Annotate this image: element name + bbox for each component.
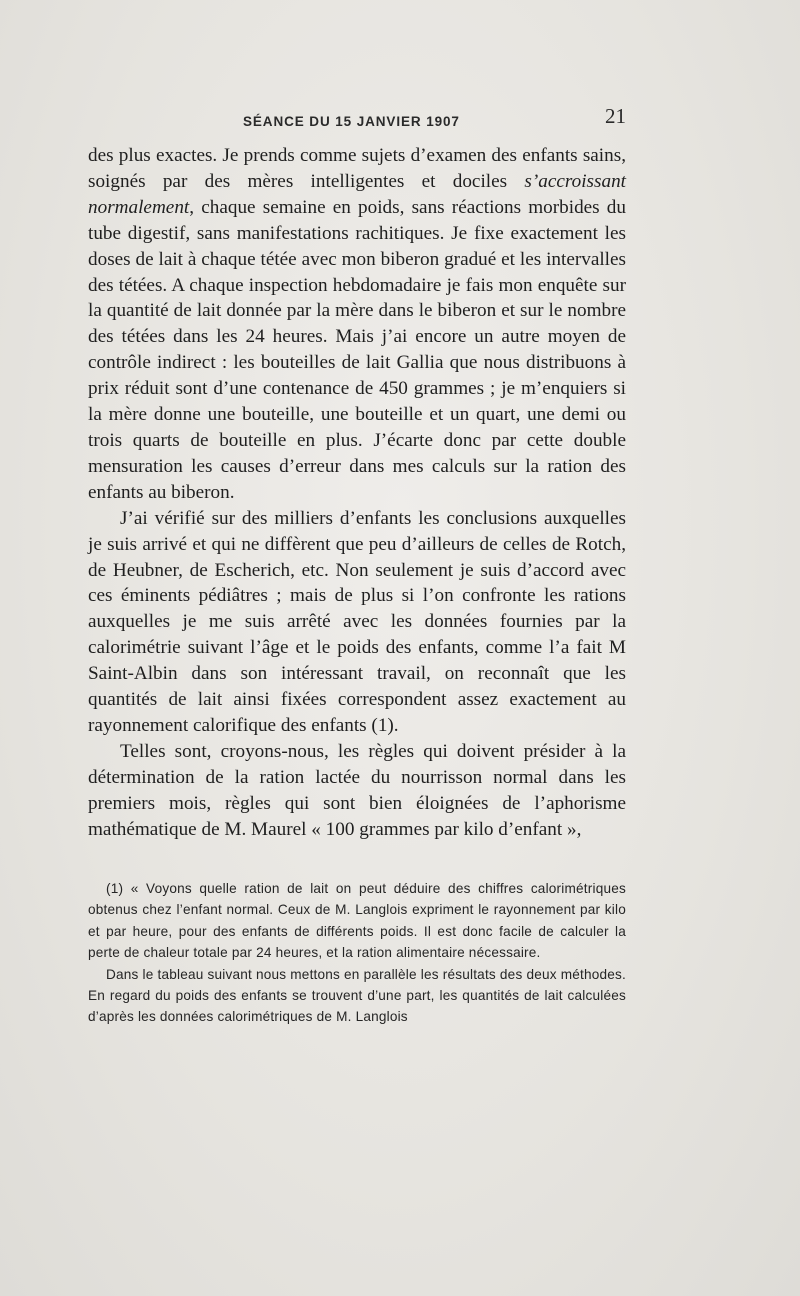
page-number: 21 xyxy=(605,104,626,128)
paragraph-2: J’ai vérifié sur des milliers d’enfants les conclusions auxquelles je suis arrivé et qui ne diffèrent que peu d’ailleurs de celles de Rotch, de Heubner, de Escherich, etc. Non seulement je suis d’accord avec ces éminents pédiâtres ; mais de plus si l’on confronte les rations auxquelles je me suis arrêté avec les données fournies par la calorimétrie suivant l’âge et le poids des enfants, comme l’a fait M Saint-Albin dans son intéressant travail, on reconnaît que les quantités de lait ainsi fixées correspondent assez exactement au rayonnement calorifique des enfants (1). xyxy=(88,507,626,736)
paragraph-1 xyxy=(88,143,626,506)
footnote-1: (1) « Voyons quelle ration de lait on peut déduire des chiffres calorimétriques obtenus chez l’enfant normal. Ceux de M. Langlois expriment le rayonnement par kilo et par heure, pour des enfants de différents poids. Il est donc facile de calculer la perte de chaleur totale par 24 heures, et la ration alimentaire nécessaire. xyxy=(88,881,626,961)
paragraph-1-text-start: des plus exactes. Je prends comme sujets d’examen des enfants sains, soignés par des mères intelligentes et dociles xyxy=(88,145,626,192)
footnotes xyxy=(88,878,626,1028)
page-header xyxy=(88,102,626,134)
footnote-1-continued: Dans le tableau suivant nous mettons en parallèle les résultats des deux méthodes. En regard du poids des enfants se trouvent d’une part, les quantités de lait calculées d’après les données calorimétriques de M. Langlois xyxy=(88,966,626,1025)
main-text xyxy=(88,143,626,842)
running-head: SÉANCE DU 15 JANVIER 1907 xyxy=(243,114,460,129)
paragraph-3: Telles sont, croyons-nous, les règles qui doivent présider à la détermination de la ration lactée du nourrisson normal dans les premiers mois, règles qui sont bien éloignées de l’aphorisme mathématique de M. Maurel « 100 grammes par kilo d’enfant », xyxy=(88,740,626,840)
paragraph-1-emphasis: s’accroissant normalement xyxy=(88,170,626,218)
paragraph-1-text-end: , chaque semaine en poids, sans réactions morbides du tube digestif, sans manifestations rachitiques. Je fixe exactement les doses de lait à chaque tétée avec mon biberon gradué et les intervalles des tétées. A chaque inspection hebdomadaire je fais mon enquête sur la quantité de lait donnée par la mère dans le biberon et sur le nombre des tétées dans les 24 heures. Mais j’ai encore un autre moyen de contrôle indirect : les bouteilles de lait Gallia que nous distribuons à prix réduit sont d’une contenance de 450 grammes ; je m’enquiers si la mère donne une bouteille, une bouteille et un quart, une demi ou trois quarts de bouteille en plus. J’écarte donc par cette double mensuration les causes d’erreur dans mes calculs sur la ration des enfants au biberon. xyxy=(88,196,626,503)
